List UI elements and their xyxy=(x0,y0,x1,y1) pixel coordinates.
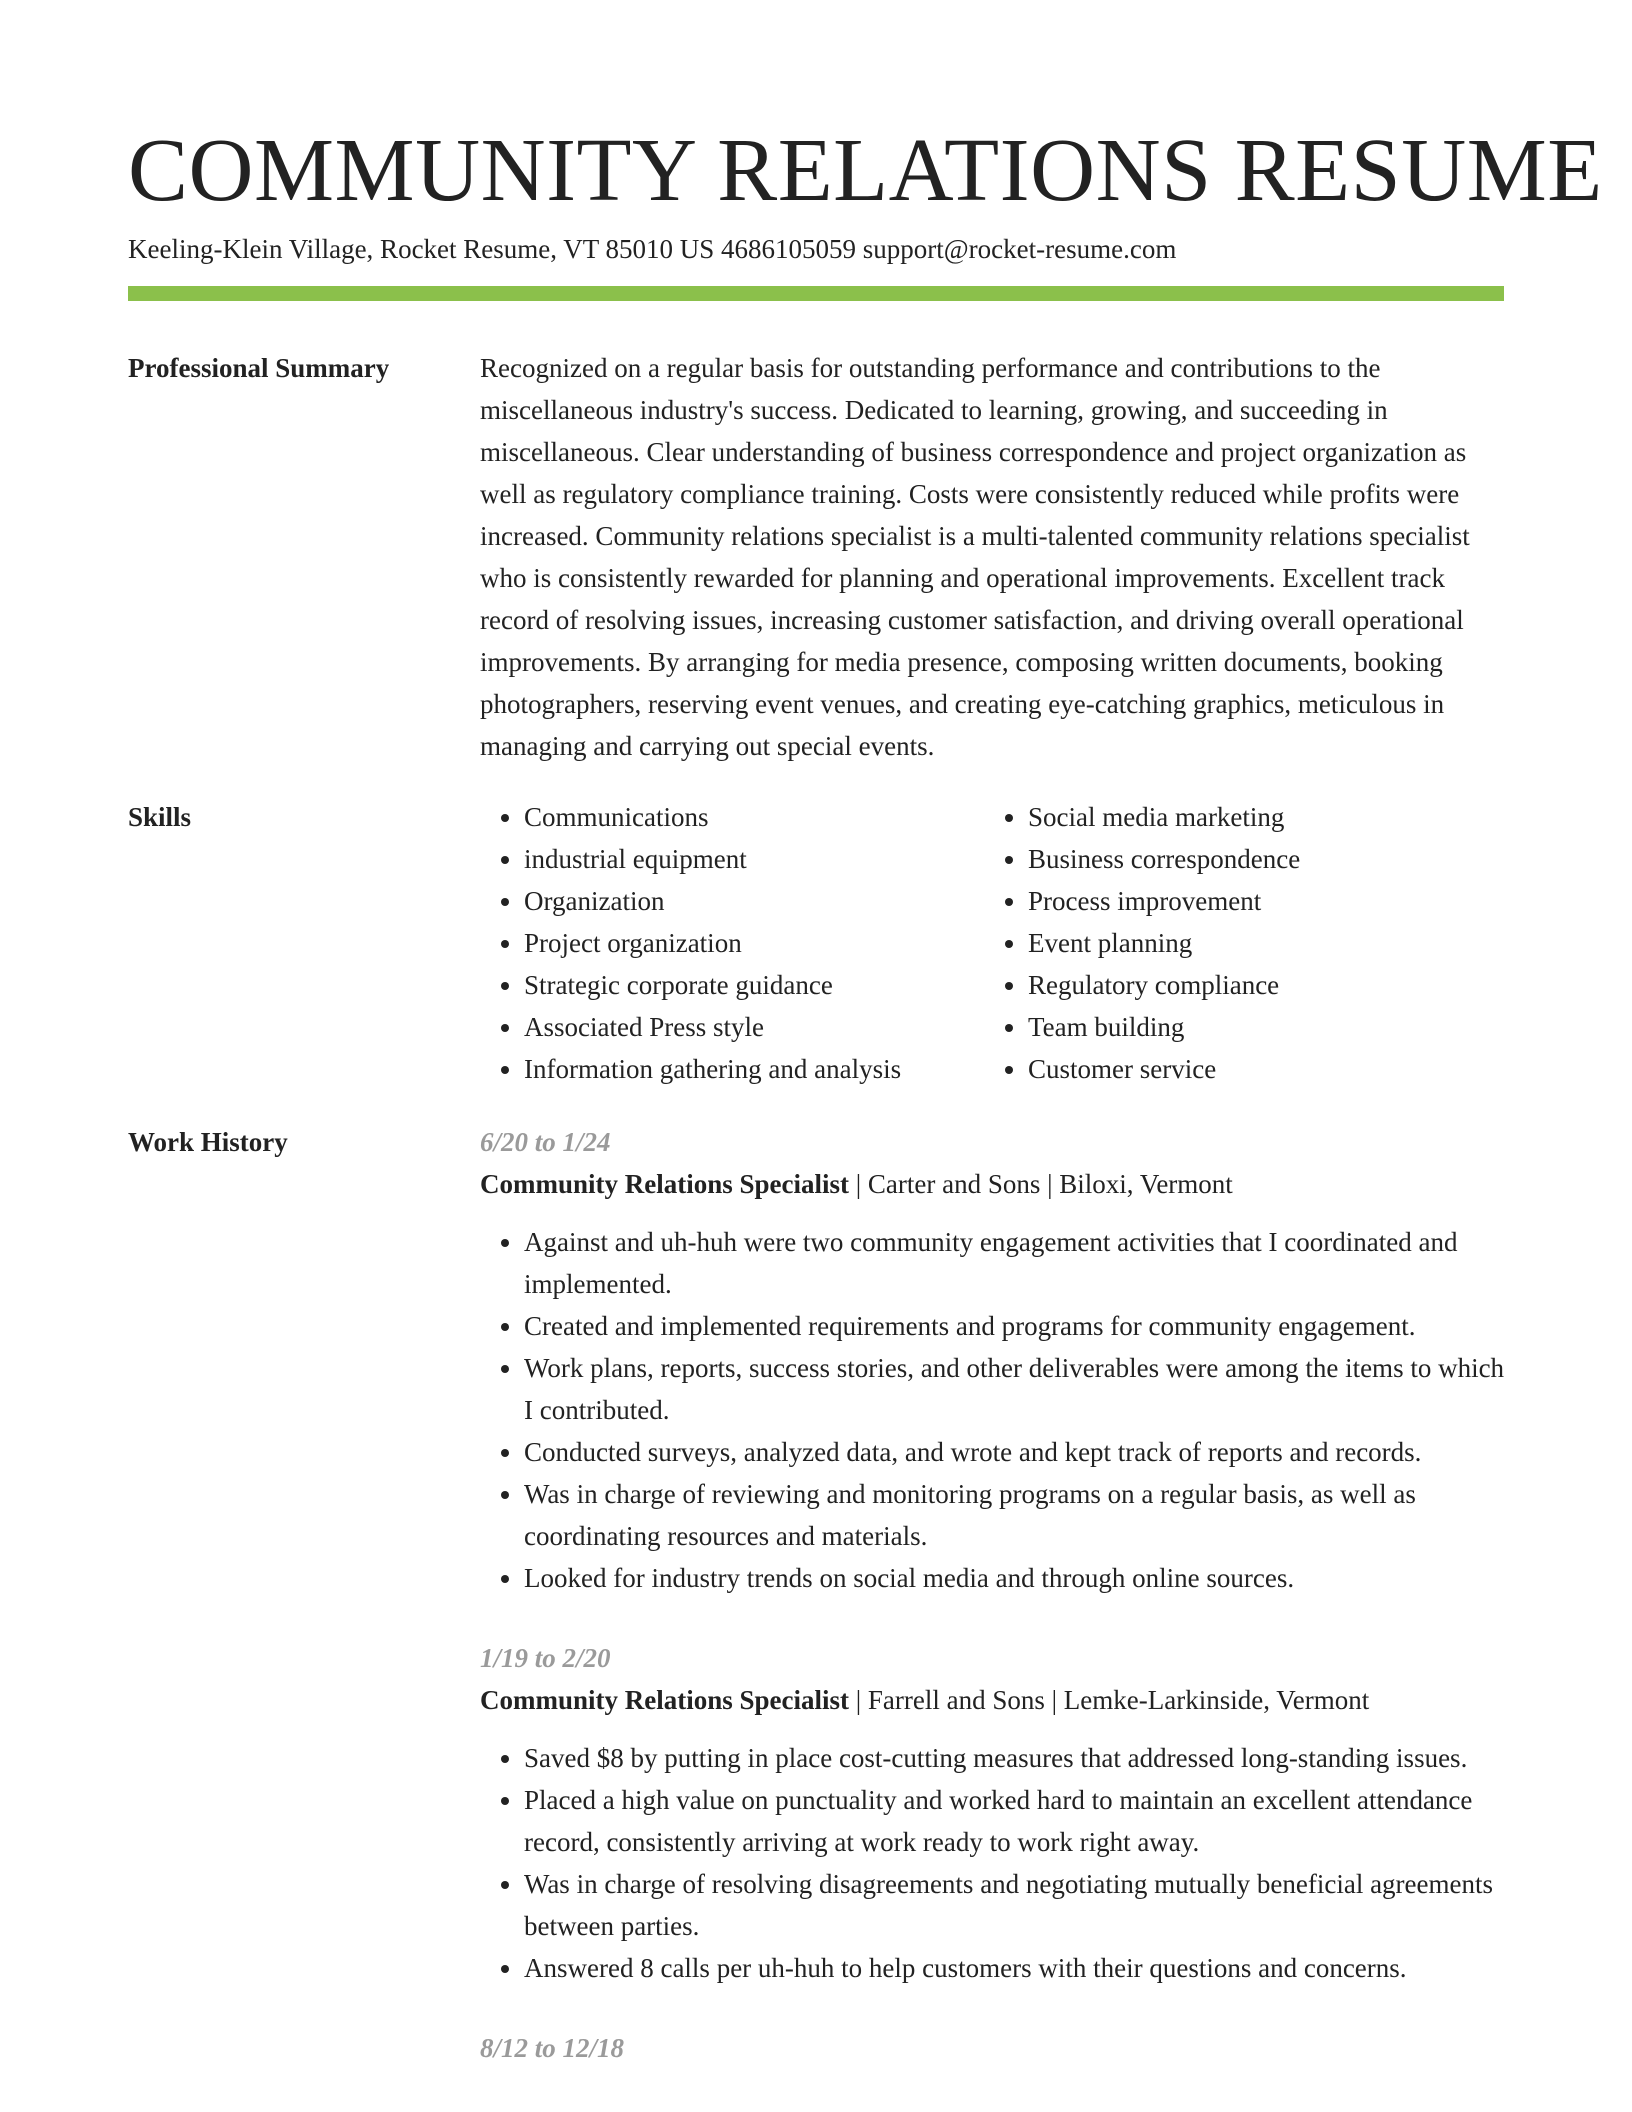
skill-item: • Process improvement xyxy=(1028,880,1300,922)
job-bullet: • Created and implemented requirements and programs for community engagement. xyxy=(524,1305,1510,1347)
job-entry xyxy=(480,1637,1510,1989)
resume-title: COMMUNITY RELATIONS RESUME xyxy=(128,121,1603,220)
work-history-body xyxy=(480,1121,1510,2107)
skills-list-right xyxy=(984,796,1300,1090)
job-bullet: • Answered 8 calls per uh-huh to help customers with their questions and concerns. xyxy=(524,1947,1510,1989)
skill-item: • Communications xyxy=(524,796,984,838)
skill-item: • Associated Press style xyxy=(524,1006,984,1048)
job-employer-location: | Farrell and Sons | Lemke-Larkinside, Vermont xyxy=(849,1685,1370,1715)
job-bullet: • Work plans, reports, success stories, and other deliverables were among the items to which I contributed. xyxy=(524,1347,1510,1431)
skill-item: • Project organization xyxy=(524,922,984,964)
skill-item: • Team building xyxy=(1028,1006,1300,1048)
job-heading xyxy=(480,1163,1510,1205)
skill-item: • Strategic corporate guidance xyxy=(524,964,984,1006)
job-bullet: • Looked for industry trends on social media and through online sources. xyxy=(524,1557,1510,1599)
skill-item: • Event planning xyxy=(1028,922,1300,964)
skill-item: • Organization xyxy=(524,880,984,922)
job-heading xyxy=(480,1679,1510,1721)
job-entry xyxy=(480,2027,1510,2069)
job-title: Community Relations Specialist xyxy=(480,1169,850,1199)
skill-item: • Social media marketing xyxy=(1028,796,1300,838)
header-divider xyxy=(128,286,1504,301)
job-bullet: • Was in charge of reviewing and monitoring programs on a regular basis, as well as coordinating resources and materials. xyxy=(524,1473,1510,1557)
job-dates: 8/12 to 12/18 xyxy=(480,2033,625,2063)
job-bullet: • Was in charge of resolving disagreements and negotiating mutually beneficial agreements between parties. xyxy=(524,1863,1510,1947)
skill-item: • Regulatory compliance xyxy=(1028,964,1300,1006)
job-bullet: • Placed a high value on punctuality and worked hard to maintain an excellent attendance record, consistently arriving at work ready to work right away. xyxy=(524,1779,1510,1863)
skill-item: • industrial equipment xyxy=(524,838,984,880)
summary-label: Professional Summary xyxy=(128,353,390,383)
job-bullet: • Saved $8 by putting in place cost-cutting measures that addressed long-standing issues. xyxy=(524,1737,1510,1779)
job-bullets xyxy=(480,1737,1510,1989)
job-dates: 6/20 to 1/24 xyxy=(480,1127,611,1157)
skill-item: • Customer service xyxy=(1028,1048,1300,1090)
summary-body xyxy=(480,347,1510,767)
contact-line: Keeling-Klein Village, Rocket Resume, VT 85010 US 4686105059 support@rocket-resume.com xyxy=(128,234,1177,264)
skills-label: Skills xyxy=(128,802,192,832)
job-employer-location: | Carter and Sons | Biloxi, Vermont xyxy=(849,1169,1233,1199)
skills-list-left xyxy=(480,796,984,1090)
job-title: Community Relations Specialist xyxy=(480,1685,850,1715)
job-dates: 1/19 to 2/20 xyxy=(480,1643,611,1673)
job-entry xyxy=(480,1121,1510,1599)
skill-item: • Business correspondence xyxy=(1028,838,1300,880)
job-bullet: • Conducted surveys, analyzed data, and wrote and kept track of reports and records. xyxy=(524,1431,1510,1473)
job-bullet: • Against and uh-huh were two community engagement activities that I coordinated and implemented. xyxy=(524,1221,1510,1305)
skill-item: • Information gathering and analysis xyxy=(524,1048,984,1090)
skills-body xyxy=(480,796,1510,1090)
job-bullets xyxy=(480,1221,1510,1599)
work-history-label: Work History xyxy=(128,1127,288,1157)
summary-text: Recognized on a regular basis for outstanding performance and contributions to the miscellaneous industry's success. Dedicated to learning, growing, and succeeding in miscellaneous. Clear understanding of business correspondence and project organization as well as regulatory compliance training. Costs were consistently reduced while profits were increased. Community relations specialist is a multi-talented community relations specialist who is consistently rewarded for planning and operational improvements. Excellent track record of resolving issues, increasing customer satisfaction, and driving overall operational improvements. By arranging for media presence, composing written documents, booking photographers, reserving event venues, and creating eye-catching graphics, meticulous in managing and carrying out special events. xyxy=(480,353,1470,761)
